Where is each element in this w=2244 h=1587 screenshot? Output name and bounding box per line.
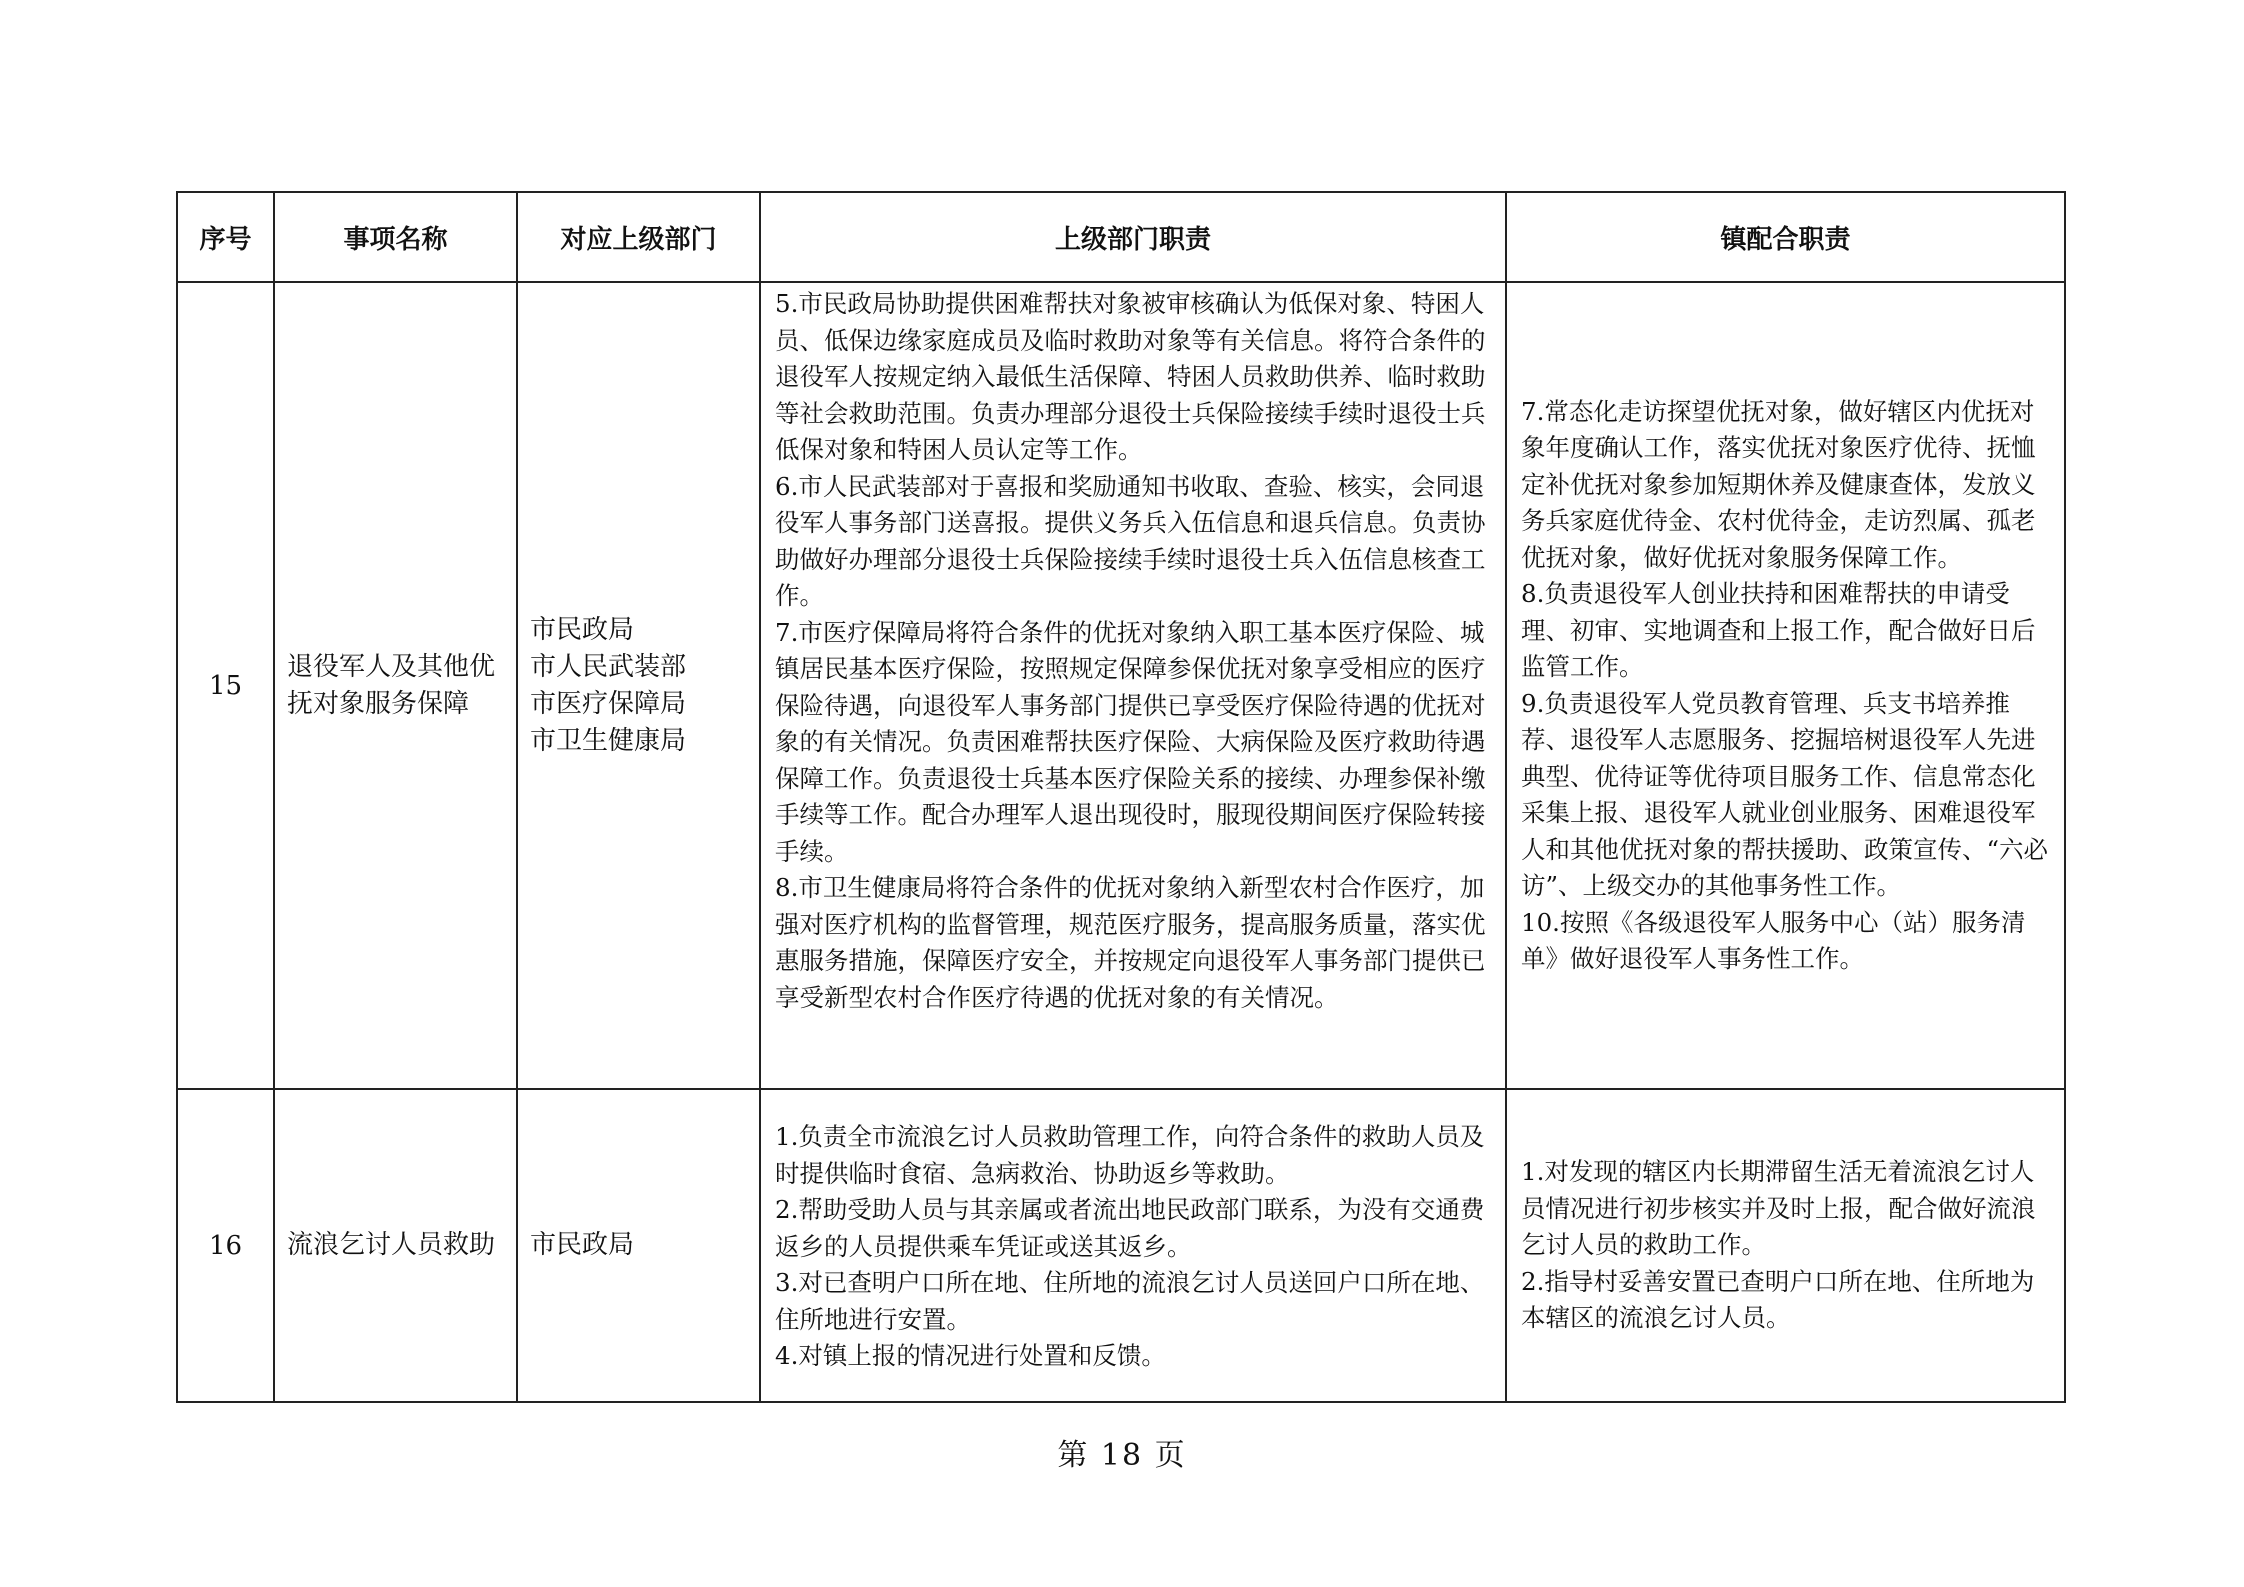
dept-name: 市民政局 [530,614,635,645]
dept-name: 市民政局 [530,1230,635,1260]
duty-paragraph: 8.负责退役军人创业扶持和困难帮扶的申请受理、初审、实地调查和上报工作，配合做好日后监管工作。 [1521,579,2036,681]
row-number: 15 [177,282,274,1089]
dept-name: 市卫生健康局 [530,725,687,756]
page-number: 第 18 页 [1057,1438,1187,1473]
table-row [177,282,2065,1089]
header-name: 事项名称 [274,192,517,282]
header-num: 序号 [177,192,274,282]
duty-paragraph: 1.对发现的辖区内长期滞留生活无着流浪乞讨人员情况进行初步核实并及时上报，配合做好流浪乞讨人员的救助工作。 [1521,1157,2036,1260]
duty-paragraph: 5.市民政局协助提供困难帮扶对象被审核确认为低保对象、特困人员、低保边缘家庭成员及临时救助对象等有关信息。将符合条件的退役军人按规定纳入最低生活保障、特困人员救助供养、临时救助等社会救助范围。负责办理部分退役士兵保险接续手续时退役士兵低保对象和特困人员认定等工作。 [775,289,1486,464]
town-duty-cell [1506,1089,2065,1402]
duty-paragraph: 2.帮助受助人员与其亲属或者流出地民政部门联系，为没有交通费返乡的人员提供乘车凭证或送其返乡。 [775,1195,1485,1261]
superior-duty-cell [760,1089,1506,1402]
duty-paragraph: 7.常态化走访探望优抚对象，做好辖区内优抚对象年度确认工作，落实优抚对象医疗优待、抚恤定补优抚对象参加短期休养及健康查体，发放义务兵家庭优待金、农村优待金，走访烈属、孤老优抚对象，做好优抚对象服务保障工作。 [1521,396,2036,572]
duty-table [176,191,2066,1403]
header-dept: 对应上级部门 [517,192,760,282]
duty-paragraph: 6.市人民武装部对于喜报和奖励通知书收取、查验、核实，会同退役军人事务部门送喜报。提供义务兵入伍信息和退兵信息。负责协助做好办理部分退役士兵保险接续手续时退役士兵入伍信息核查工作。 [775,471,1486,610]
header-town: 镇配合职责 [1506,192,2065,282]
duty-paragraph: 10.按照《各级退役军人服务中心（站）服务清单》做好退役军人事务性工作。 [1521,907,2026,973]
dept-cell [517,1089,760,1402]
item-name: 流浪乞讨人员救助 [287,1230,496,1260]
item-name-cell [274,282,517,1089]
duty-paragraph: 7.市医疗保障局将符合条件的优抚对象纳入职工基本医疗保险、城镇居民基本医疗保险，按照规定保障参保优抚对象享受相应的医疗保险待遇，向退役军人事务部门提供已享受医疗保险待遇的优抚对象的有关情况。负责困难帮扶医疗保险、大病保险及医疗救助待遇保障工作。负责退役士兵基本医疗保险关系的接续、办理参保补缴手续等工作。配合办理军人退出现役时，服现役期间医疗保险转接手续。 [775,617,1486,866]
duty-paragraph: 4.对镇上报的情况进行处置和反馈。 [775,1341,1166,1371]
dept-name: 市医疗保障局 [530,688,687,719]
duty-paragraph: 3.对已查明户口所在地、住所地的流浪乞讨人员送回户口所在地、住所地进行安置。 [775,1268,1485,1334]
item-name: 退役军人及其他优抚对象服务保障 [287,651,496,719]
table-header-row [177,192,2065,282]
table-row [177,1089,2065,1402]
superior-duty-cell [760,282,1506,1089]
duty-paragraph: 2.指导村妥善安置已查明户口所在地、住所地为本辖区的流浪乞讨人员。 [1521,1266,2035,1333]
town-duty-cell [1506,282,2065,1089]
duty-paragraph: 8.市卫生健康局将符合条件的优抚对象纳入新型农村合作医疗，加强对医疗机构的监督管理，规范医疗服务，提高服务质量，落实优惠服务措施，保障医疗安全，并按规定向退役军人事务部门提供已享受新型农村合作医疗待遇的优抚对象的有关情况。 [775,873,1486,1012]
row-number: 16 [177,1089,274,1402]
duty-paragraph: 9.负责退役军人党员教育管理、兵支书培养推荐、退役军人志愿服务、挖掘培树退役军人先进典型、优待证等优待项目服务工作、信息常态化采集上报、退役军人就业创业服务、困难退役军人和其他优抚对象的帮扶援助、政策宣传、“六必访”、上级交办的其他事务性工作。 [1521,688,2049,900]
duty-paragraph: 1.负责全市流浪乞讨人员救助管理工作，向符合条件的救助人员及时提供临时食宿、急病救治、协助返乡等救助。 [775,1122,1485,1188]
header-resp: 上级部门职责 [760,192,1506,282]
dept-cell [517,282,760,1089]
item-name-cell [274,1089,517,1402]
dept-name: 市人民武装部 [530,651,687,682]
